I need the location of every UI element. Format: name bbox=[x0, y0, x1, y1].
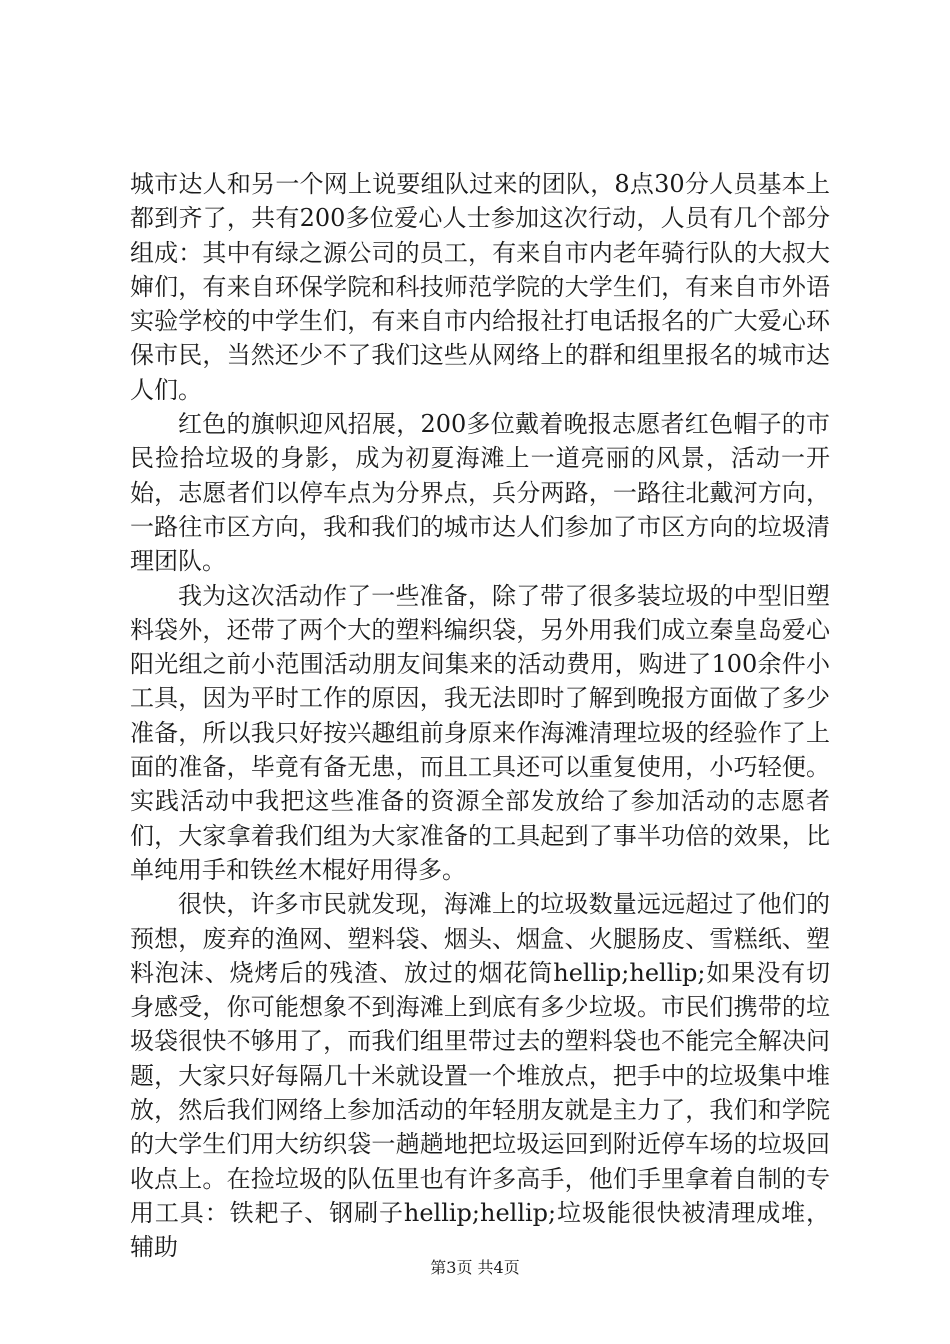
paragraph-1: 城市达人和另一个网上说要组队过来的团队，8点30分人员基本上都到齐了，共有200多位爱心人士参加这次行动，人员有几个部分组成：其中有绿之源公司的员工，有来自市内老年骑行队的大叔大婶们，有来自环保学院和科技师范学院的大学生们，有来自市外语实验学校的中学生们，有来自市内给报社打电话报名的广大爱心环保市民，当然还少不了我们这些从网络上的群和组里报名的城市达人们。 bbox=[130, 170, 830, 404]
page-footer: 第3页 共4页 bbox=[430, 1258, 520, 1277]
document-body bbox=[130, 167, 830, 1265]
paragraph-4: 很快，许多市民就发现，海滩上的垃圾数量远远超过了他们的预想，废弃的渔网、塑料袋、烟头、烟盒、火腿肠皮、雪糕纸、塑料泡沫、烧烤后的残渣、放过的烟花筒hellip;hellip;如果没有切身感受，你可能想象不到海滩上到底有多少垃圾。市民们携带的垃圾袋很快不够用了，而我们组里带过去的塑料袋也不能完全解决问题，大家只好每隔几十米就设置一个堆放点，把手中的垃圾集中堆放，然后我们网络上参加活动的年轻朋友就是主力了，我们和学院的大学生们用大纺织袋一趟趟地把垃圾运回到附近停车场的垃圾回收点上。在捡垃圾的队伍里也有许多高手，他们手里拿着自制的专用工具：铁耙子、钢刷子hellip;hellip;垃圾能很快被清理成堆，辅助 bbox=[130, 890, 830, 1262]
paragraph-3: 我为这次活动作了一些准备，除了带了很多装垃圾的中型旧塑料袋外，还带了两个大的塑料编织袋，另外用我们成立秦皇岛爱心阳光组之前小范围活动朋友间集来的活动费用，购进了100余件小工具，因为平时工作的原因，我无法即时了解到晚报方面做了多少准备，所以我只好按兴趣组前身原来作海滩清理垃圾的经验作了上面的准备，毕竟有备无患，而且工具还可以重复使用，小巧轻便。实践活动中我把这些准备的资源全部发放给了参加活动的志愿者们，大家拿着我们组为大家准备的工具起到了事半功倍的效果，比单纯用手和铁丝木棍好用得多。 bbox=[130, 581, 830, 884]
paragraph-2: 红色的旗帜迎风招展，200多位戴着晚报志愿者红色帽子的市民捡拾垃圾的身影，成为初夏海滩上一道亮丽的风景，活动一开始，志愿者们以停车点为分界点，兵分两路，一路往北戴河方向，一路往市区方向，我和我们的城市达人们参加了市区方向的垃圾清理团队。 bbox=[130, 410, 830, 576]
